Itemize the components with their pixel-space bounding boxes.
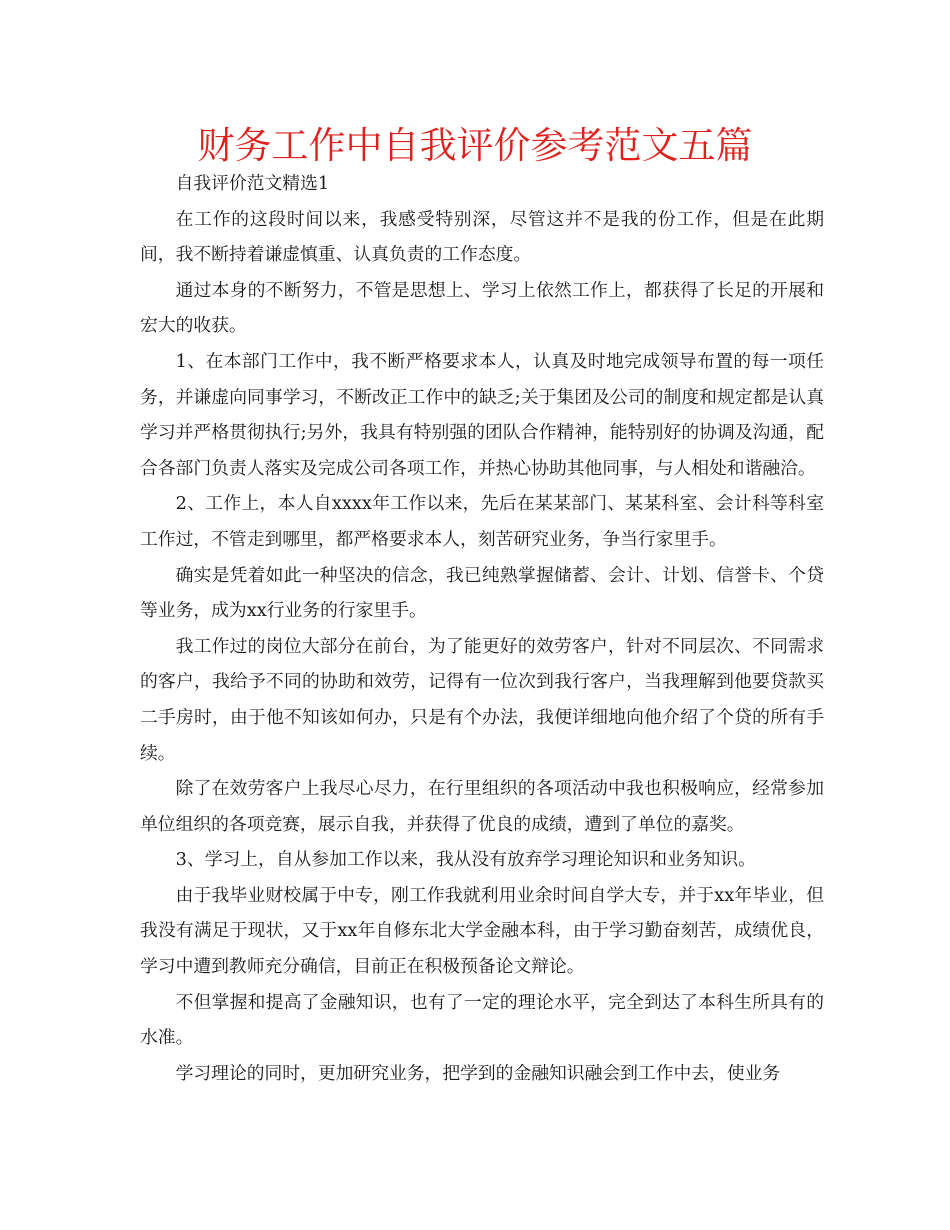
body-paragraph: 2、工作上，本人自xxxx年工作以来，先后在某某部门、某某科室、会计科等科室工作过，不管走到哪里，都严格要求本人，刻苦研究业务，争当行家里手。 [140,493,824,550]
body-paragraph: 除了在效劳客户上我尽心尽力，在行里组织的各项活动中我也积极响应，经常参加单位组织的各项竞赛，展示自我，并获得了优良的成绩，遭到了单位的嘉奖。 [140,778,824,835]
body-paragraph: 确实是凭着如此一种坚决的信念，我已纯熟掌握储蓄、会计、计划、信誉卡、个贷等业务，成为xx行业务的行家里手。 [140,564,824,622]
document-body [140,166,824,1091]
body-paragraph: 我工作过的岗位大部分在前台，为了能更好的效劳客户，针对不同层次、不同需求的客户，我给予不同的协助和效劳，记得有一位次到我行客户，当我理解到他要贷款买二手房时，由于他不知该如何办，只是有个办法，我便详细地向他介绍了个贷的所有手续。 [140,635,824,764]
document-title: 财务工作中自我评价参考范文五篇 [197,124,753,167]
body-paragraph: 由于我毕业财校属于中专，刚工作我就利用业余时间自学大专，并于xx年毕业，但我没有满足于现状，又于xx年自修东北大学金融本科，由于学习勤奋刻苦，成绩优良，学习中遭到教师充分确信，目前正在积极预备论文辩论。 [140,884,824,978]
body-paragraph: 1、在本部门工作中，我不断严格要求本人，认真及时地完成领导布置的每一项任务，并谦虚向同事学习，不断改正工作中的缺乏;关于集团及公司的制度和规定都是认真学习并严格贯彻执行;另外，我具有特别强的团队合作精神，能特别好的协调及沟通，配合各部门负责人落实及完成公司各项工作，并热心协助其他同事，与人相处和谐融洽。 [140,350,824,479]
body-paragraph: 在工作的这段时间以来，我感受特别深，尽管这并不是我的份工作，但是在此期间，我不断持着谦虚慎重、认真负责的工作态度。 [140,208,824,266]
body-paragraph: 学习理论的同时，更加研究业务，把学到的金融知识融会到工作中去，使业务 [175,1062,781,1084]
section-subheading: 自我评价范文精选1 [175,173,330,194]
body-paragraph: 不但掌握和提高了金融知识，也有了一定的理论水平，完全到达了本科生所具有的水准。 [140,991,824,1049]
body-paragraph: 通过本身的不断努力，不管是思想上、学习上依然工作上，都获得了长足的开展和宏大的收获。 [140,279,824,337]
body-paragraph: 3、学习上，自从参加工作以来，我从没有放弃学习理论知识和业务知识。 [175,849,756,871]
